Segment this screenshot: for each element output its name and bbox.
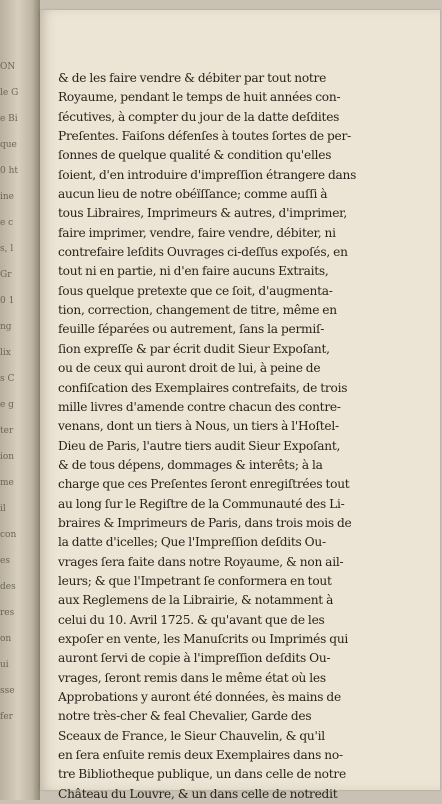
- text-line: & de tous dépens, dommages & interêts; à la: [58, 457, 323, 472]
- text-line: tout ni en partie, ni d'en faire aucuns Extraits,: [58, 264, 329, 279]
- edge-fragment: des: [0, 582, 16, 592]
- edge-fragment: que: [0, 140, 17, 150]
- text-line: Château du Louvre, & un dans celle de notredit: [58, 786, 338, 801]
- edge-fragment: lix: [0, 348, 11, 358]
- body-text: [58, 69, 424, 804]
- edge-fragment: ng: [0, 322, 12, 332]
- edge-fragment: ine: [0, 192, 15, 202]
- text-line: en ſera enſuite remis deux Exemplaires dans no-: [58, 748, 343, 763]
- edge-fragment: e c: [0, 218, 14, 228]
- text-line: aux Reglemens de la Librairie, & notamment à: [58, 593, 334, 608]
- text-line: Approbations y auront été données, ès mains de: [58, 690, 341, 704]
- text-line: ſion expreſſe & par écrit dudit Sieur Expoſant,: [58, 341, 330, 356]
- text-line: Sceaux de France, le Sieur Chauvelin, & qu'il: [58, 728, 325, 743]
- edge-fragment: il: [0, 504, 6, 514]
- text-line: faire imprimer, vendre, faire vendre, débiter, ni: [58, 225, 336, 240]
- edge-fragment: e g: [0, 400, 14, 410]
- facing-page-edge: [0, 60, 34, 760]
- edge-fragment: res: [0, 608, 15, 618]
- text-line: auront ſervi de copie à l'impreſſion deſdits Ou-: [58, 651, 331, 666]
- edge-fragment: ter: [0, 426, 14, 436]
- edge-fragment: le G: [0, 88, 19, 98]
- text-line: celui du 10. Avril 1725. & qu'avant que de les: [58, 612, 325, 627]
- text-line: charge que ces Preſentes ſeront enregiſtrées tout: [58, 477, 350, 492]
- text-line: la datte d'icelles; Que l'Impreſſion deſdits Ou-: [58, 535, 326, 550]
- text-line: aucun lieu de notre obéïſſance; comme auſſi à: [58, 187, 328, 202]
- text-line: ſous quelque pretexte que ce ſoit, d'augmenta-: [58, 283, 333, 298]
- edge-fragment: me: [0, 478, 14, 488]
- edge-fragment: ui: [0, 660, 9, 670]
- edge-fragment: ON: [0, 62, 16, 72]
- edge-fragment: s, l: [0, 244, 14, 254]
- text-line: Royaume, pendant le temps de huit années con-: [58, 90, 341, 105]
- text-line: Dieu de Paris, l'autre tiers audit Sieur Expoſant,: [58, 438, 341, 453]
- edge-fragment: Gr: [0, 270, 12, 280]
- text-line: & de les faire vendre & débiter par tout notre: [58, 71, 327, 85]
- text-line: tous Libraires, Imprimeurs & autres, d'imprimer,: [58, 206, 348, 221]
- text-line: leurs; & que l'Impetrant ſe conformera en tout: [58, 573, 332, 588]
- text-line: ſécutives, à compter du jour de la datte deſdites: [58, 109, 340, 124]
- edge-fragment: fer: [0, 712, 13, 722]
- text-line: ſonnes de quelque qualité & condition qu'elles: [58, 148, 332, 163]
- text-line: Preſentes. Faiſons défenſes à toutes ſortes de per-: [58, 129, 351, 144]
- edge-fragment: e Bi: [0, 114, 18, 124]
- text-line: confiſcation des Exemplaires contrefaits, de trois: [58, 380, 348, 395]
- edge-fragment: s C: [0, 374, 15, 384]
- edge-fragment: 0 ht: [0, 166, 18, 176]
- edge-fragment: on: [0, 634, 12, 644]
- text-line: feuille ſéparées ou autrement, ſans la permiſ-: [58, 322, 325, 337]
- edge-fragment: ion: [0, 452, 15, 462]
- text-line: vrages ſera faite dans notre Royaume, & non ail-: [58, 554, 344, 569]
- text-line: au long ſur le Regiſtre de la Communauté des Li-: [58, 496, 345, 511]
- text-line: tion, correction, changement de titre, même en: [58, 303, 337, 318]
- edge-fragment: es: [0, 556, 10, 566]
- text-line: ſoient, d'en introduire d'impreſſion étrangere dans: [58, 167, 357, 182]
- text-line: tre Bibliotheque publique, un dans celle de notre: [58, 767, 346, 782]
- edge-fragment: sse: [0, 686, 15, 696]
- text-line: ou de ceux qui auront droit de lui, à peine de: [58, 361, 321, 376]
- text-line: notre très-cher & feal Chevalier, Garde des: [58, 709, 312, 724]
- text-line: mille livres d'amende contre chacun des contre-: [58, 399, 341, 414]
- text-line: venans, dont un tiers à Nous, un tiers à l'Hoſtel-: [58, 419, 339, 434]
- text-line: expoſer en vente, les Manuſcrits ou Imprimés qui: [58, 631, 349, 646]
- text-line: vrages, ſeront remis dans le même état où les: [58, 670, 326, 685]
- text-line: contrefaire leſdits Ouvrages ci-deſſus expoſés, en: [58, 245, 348, 260]
- book-page: [40, 10, 440, 801]
- edge-fragment: con: [0, 530, 17, 540]
- text-line: braires & Imprimeurs de Paris, dans trois mois de: [58, 515, 352, 530]
- edge-fragment: 0 1: [0, 296, 15, 306]
